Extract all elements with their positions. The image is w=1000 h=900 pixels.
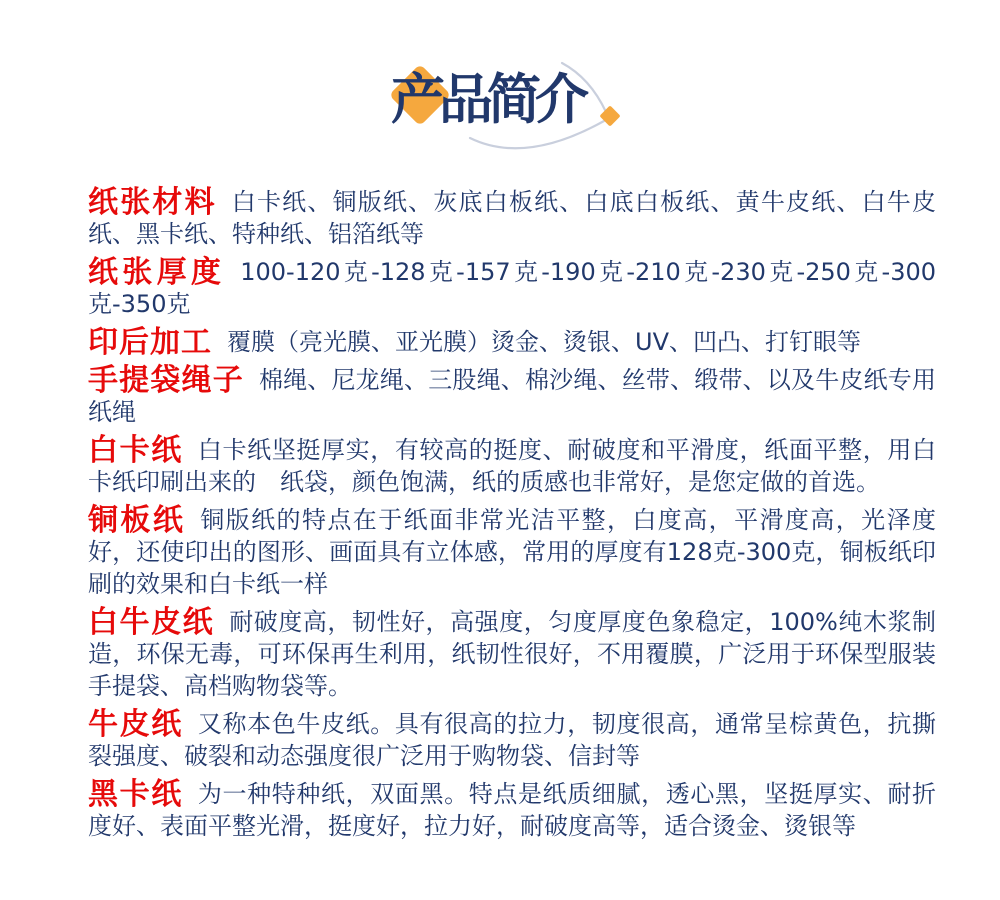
section-text: 铜版纸的特点在于纸面非常光洁平整，白度高，平滑度高，光泽度好，还使印出的图形、画面具有立体感，常用的厚度有128克-300克，铜板纸印刷的效果和白卡纸一样 — [88, 506, 937, 598]
section-black-cardboard — [88, 778, 936, 842]
page-header — [0, 0, 1000, 186]
section-label: 纸张材料 — [88, 185, 217, 220]
section-text: 覆膜（亮光膜、亚光膜）烫金、烫银、UV、凹凸、打钉眼等 — [227, 328, 861, 356]
section-text: 100-120克-128克-157克-190克-210克-230克-250克-300克-350克 — [88, 258, 937, 318]
section-text: 耐破度高，韧性好，高强度，匀度厚度色象稳定，100%纯木浆制造，环保无毒，可环保再生利用，纸韧性很好，不用覆膜，广泛用于环保型服装手提袋、高档购物袋等。 — [88, 608, 936, 700]
content — [88, 186, 936, 842]
section-paper-material — [88, 186, 936, 250]
section-label: 白牛皮纸 — [88, 605, 215, 640]
section-text: 白卡纸、铜版纸、灰底白板纸、白底白板纸、黄牛皮纸、白牛皮纸、黑卡纸、特种纸、铝箔纸等 — [88, 188, 937, 248]
section-paper-thickness — [88, 256, 936, 320]
section-kraft — [88, 708, 936, 772]
small-diamond-icon — [599, 105, 620, 126]
section-label: 黑卡纸 — [88, 777, 183, 812]
section-label: 铜板纸 — [88, 503, 186, 538]
section-text: 白卡纸坚挺厚实，有较高的挺度、耐破度和平滑度，纸面平整，用白卡纸印刷出来的 纸袋，颜色饱满，纸的质感也非常好，是您定做的首选。 — [88, 436, 936, 496]
section-label: 牛皮纸 — [88, 707, 183, 742]
section-label: 纸张厚度 — [88, 255, 226, 290]
section-label: 白卡纸 — [88, 433, 183, 468]
section-label: 印后加工 — [88, 325, 212, 360]
section-coated-paper — [88, 504, 936, 600]
section-white-cardboard — [88, 434, 936, 498]
page-title: 产品简介 — [391, 68, 583, 131]
section-label: 手提袋绳子 — [88, 363, 244, 398]
section-text: 棉绳、尼龙绳、三股绳、棉沙绳、丝带、缎带、以及牛皮纸专用纸绳 — [88, 366, 936, 426]
section-text: 又称本色牛皮纸。具有很高的拉力，韧度很高，通常呈棕黄色，抗撕裂强度、破裂和动态强度很广泛用于购物袋、信封等 — [88, 710, 936, 770]
section-text: 为一种特种纸，双面黑。特点是纸质细腻，透心黑，坚挺厚实、耐折度好、表面平整光滑，挺度好，拉力好，耐破度高等，适合烫金、烫银等 — [88, 780, 936, 840]
section-white-kraft — [88, 606, 936, 702]
section-post-press — [88, 326, 936, 358]
section-bag-rope — [88, 364, 936, 428]
